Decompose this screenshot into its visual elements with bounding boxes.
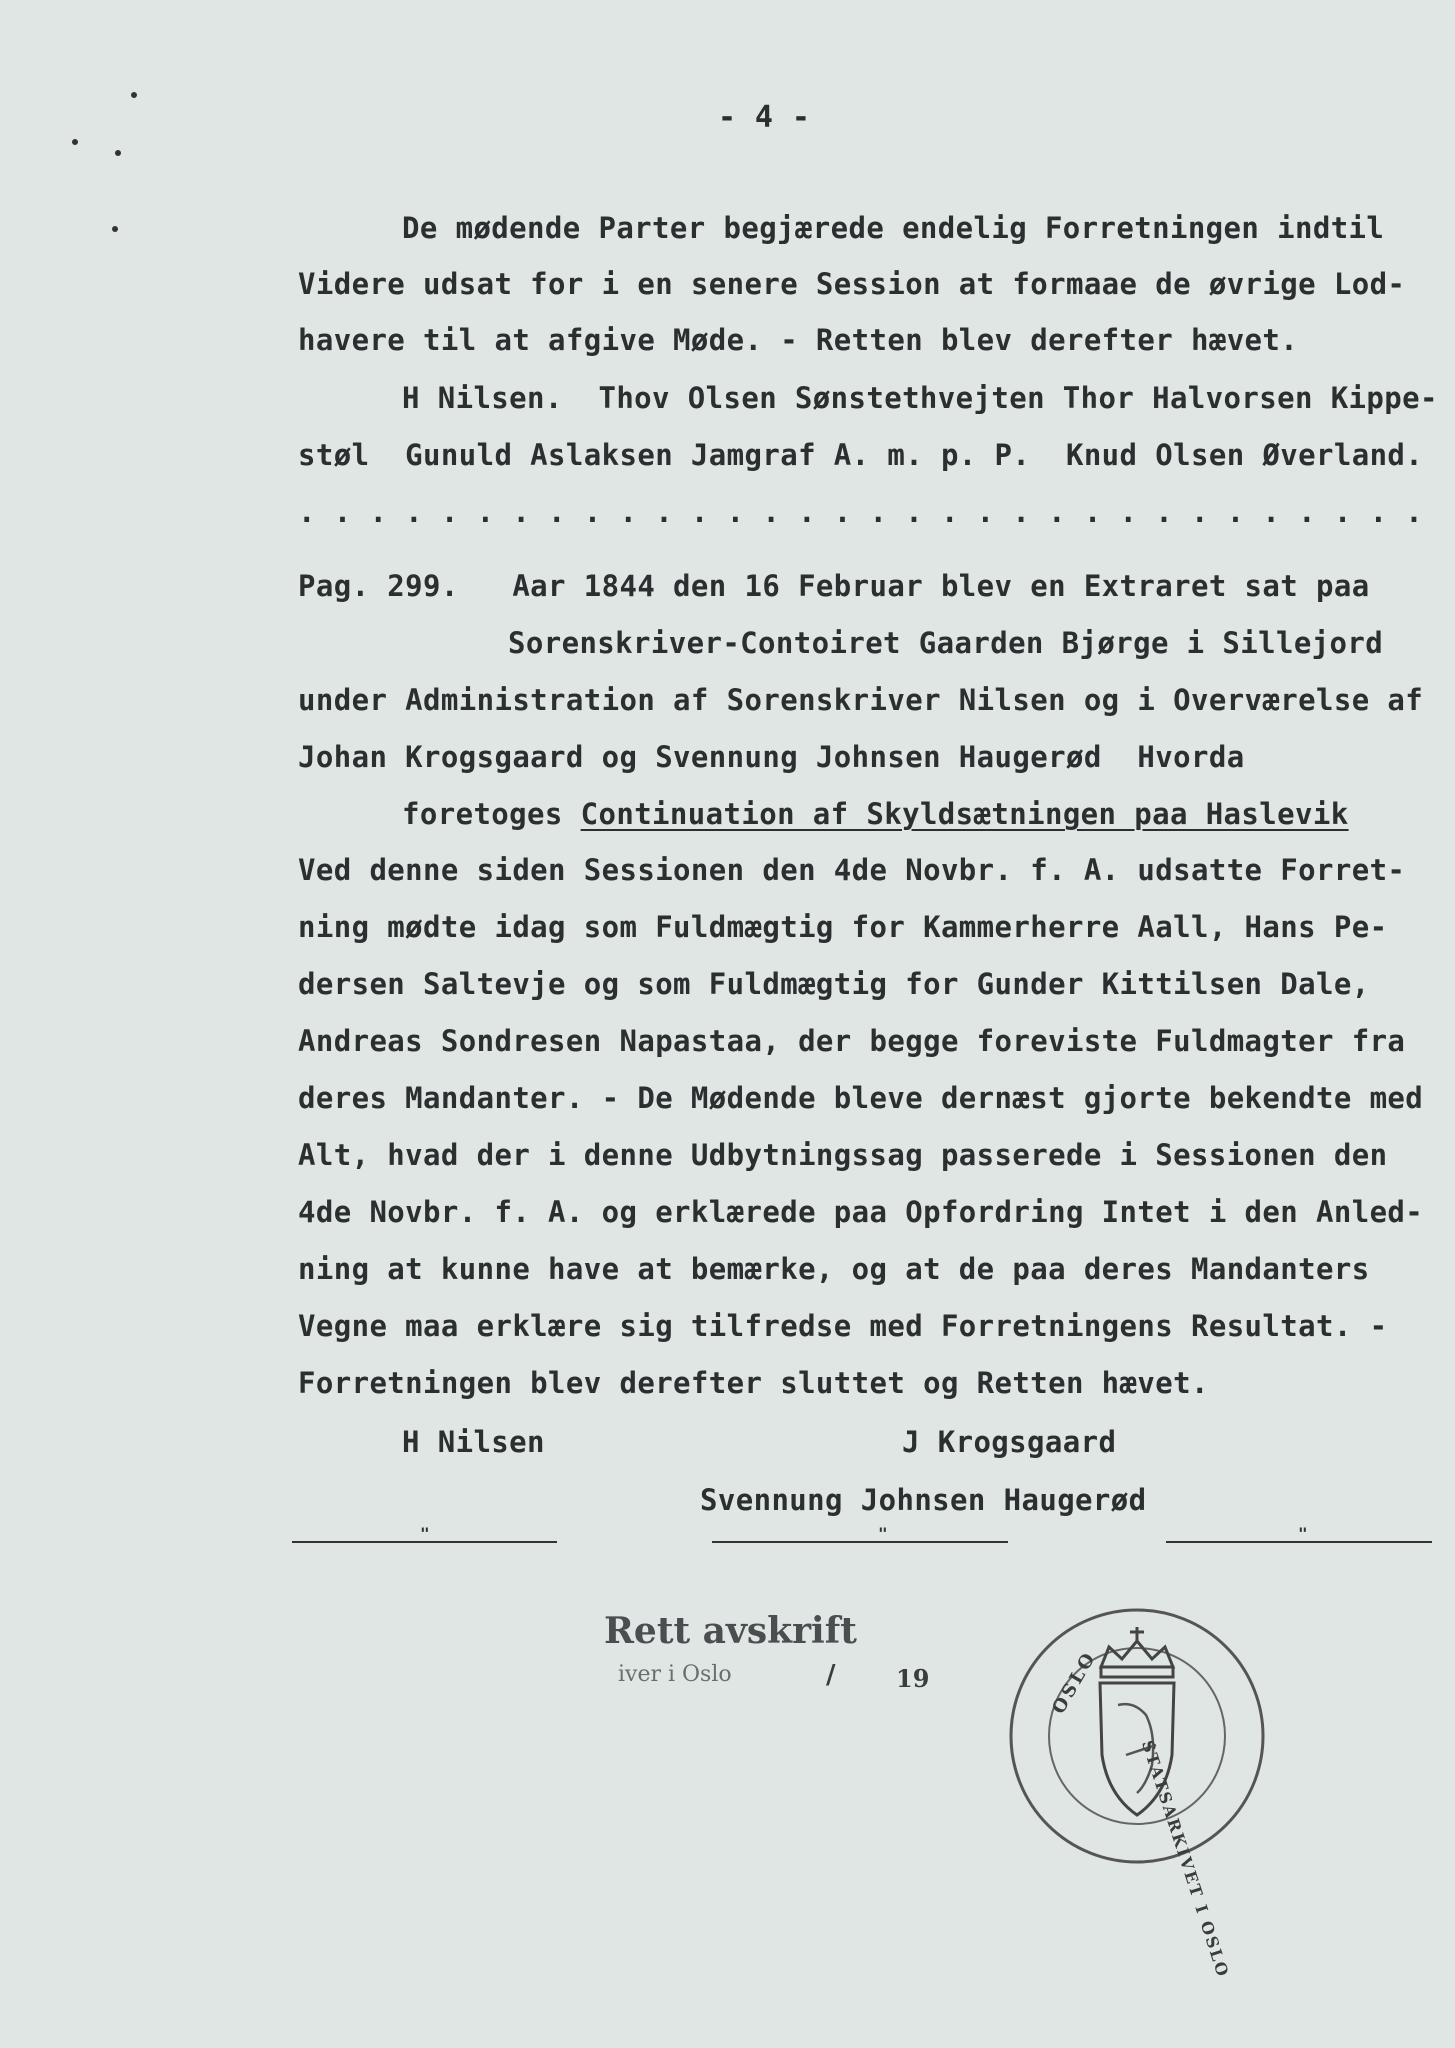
signature-center: Svennung Johnsen Haugerød <box>700 1483 1147 1517</box>
text-line: støl Gunuld Aslaksen Jamgraf A. m. p. P. Knud Olsen Øverland. <box>298 438 1424 472</box>
text-line <box>402 796 1349 832</box>
stamp-location: iver i Oslo <box>618 1662 732 1687</box>
text-line: Andreas Sondresen Napastaa, der begge foreviste Fuldmagter fra <box>298 1024 1406 1058</box>
text-line: Pag. 299. Aar 1844 den 16 Februar blev en Extraret sat paa <box>298 569 1370 603</box>
archive-seal <box>1006 1605 1268 1867</box>
seal-icon <box>1006 1605 1268 1867</box>
underlined-heading: Continuation af Skyldsætningen paa Haslevik <box>580 797 1349 831</box>
page-number: - 4 - <box>718 100 811 135</box>
text-line: ning at kunne have at bemærke, og at de paa deres Mandanters <box>298 1252 1370 1286</box>
signature-left: H Nilsen <box>402 1425 545 1459</box>
text-line: deres Mandanter. - De Mødende bleve dernæst gjorte bekendte med <box>298 1081 1424 1115</box>
text-line: 4de Novbr. f. A. og erklærede paa Opfordring Intet i den Anled- <box>298 1195 1424 1229</box>
text-line: Sorenskriver-Contoiret Gaarden Bjørge i Sillejord <box>508 626 1384 660</box>
margin-mark <box>131 92 137 98</box>
stamp-rett-avskrift: Rett avskrift <box>604 1610 857 1652</box>
seal-left-text: OSLO <box>1048 1647 1101 1718</box>
margin-mark <box>112 226 118 232</box>
text-line: Alt, hvad der i denne Udbytningssag passerede i Sessionen den <box>298 1138 1388 1172</box>
text-line: under Administration af Sorenskriver Nilsen og i Overværelse af <box>298 683 1424 717</box>
text-line: Forretningen blev derefter sluttet og Retten hævet. <box>298 1366 1209 1400</box>
stamp-slash: / <box>826 1660 836 1690</box>
text-line: Vegne maa erklære sig tilfredse med Forretningens Resultat. - <box>298 1309 1388 1343</box>
text-line: havere til at afgive Møde. - Retten blev derefter hævet. <box>298 323 1299 357</box>
text-line: ning mødte idag som Fuldmægtig for Kammerherre Aall, Hans Pe- <box>298 910 1388 944</box>
margin-mark <box>72 139 78 145</box>
stamp-year: 19 <box>896 1664 930 1693</box>
margin-mark <box>115 150 121 156</box>
signature-right: J Krogsgaard <box>902 1425 1117 1459</box>
signature-line <box>712 1541 1008 1543</box>
text-line: H Nilsen. Thov Olsen Sønstethvejten Thor Halvorsen Kippe- <box>402 381 1438 415</box>
ditto-mark: " <box>420 1524 430 1543</box>
ditto-mark: " <box>1298 1524 1308 1543</box>
seal-right-text: STATSARKIVET I OSLO <box>1137 1738 1233 1981</box>
text-line: Videre udsat for i en senere Session at formaae de øvrige Lod- <box>298 267 1406 301</box>
text-line: dersen Saltevje og som Fuldmægtig for Gunder Kittilsen Dale, <box>298 967 1370 1001</box>
text-line: Johan Krogsgaard og Svennung Johnsen Haugerød Hvorda <box>298 740 1245 774</box>
ditto-mark: " <box>878 1524 888 1543</box>
text-line-start: foretoges <box>402 797 581 831</box>
text-line: Ved denne siden Sessionen den 4de Novbr. f. A. udsatte Forret- <box>298 853 1406 887</box>
text-line: De mødende Parter begjærede endelig Forretningen indtil <box>402 211 1385 245</box>
dotted-separator: . . . . . . . . . . . . . . . . . . . . . . . . . . . . . . . . <box>298 495 1424 529</box>
